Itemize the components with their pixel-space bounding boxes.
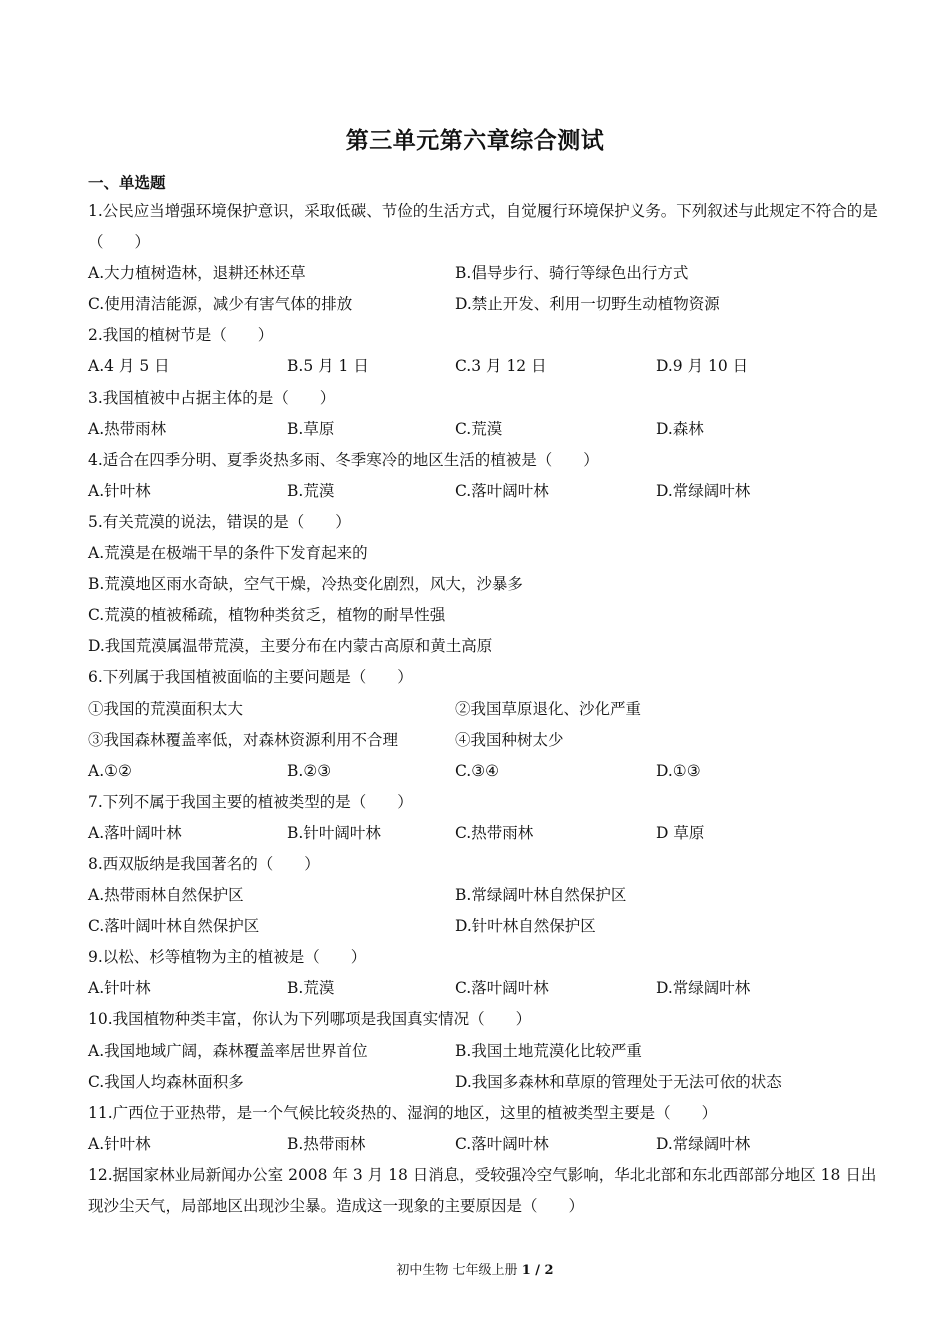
option: B.热带雨林 bbox=[287, 1134, 366, 1153]
option: C.③④ bbox=[455, 761, 500, 780]
question-list bbox=[88, 196, 878, 1222]
question-stem: 8.西双版纳是我国著名的（ ） bbox=[88, 854, 320, 873]
option-row bbox=[88, 1067, 878, 1098]
option-row bbox=[88, 1129, 878, 1160]
option: D.我国多森林和草原的管理处于无法可依的状态 bbox=[455, 1072, 782, 1091]
page-footer bbox=[0, 1259, 950, 1278]
option: B.针叶阔叶林 bbox=[287, 823, 381, 842]
option: C.落叶阔叶林 bbox=[455, 1134, 549, 1153]
option-row bbox=[88, 351, 878, 382]
option: B.②③ bbox=[287, 761, 332, 780]
footer-text: 初中生物 七年级上册 bbox=[396, 1263, 522, 1278]
option: A.我国地域广阔，森林覆盖率居世界首位 bbox=[88, 1041, 368, 1060]
statement: ①我国的荒漠面积太大 bbox=[88, 699, 244, 718]
option: A.热带雨林自然保护区 bbox=[88, 886, 244, 905]
option-row bbox=[88, 973, 878, 1004]
question-stem: 7.下列不属于我国主要的植被类型的是（ ） bbox=[88, 792, 413, 811]
option: D.针叶林自然保护区 bbox=[455, 917, 596, 936]
document-title: 第三单元第六章综合测试 bbox=[345, 127, 605, 154]
option: D 草原 bbox=[656, 823, 705, 842]
option: D.常绿阔叶林 bbox=[656, 979, 751, 998]
option: A.大力植树造林，退耕还林还草 bbox=[88, 264, 306, 283]
option-row bbox=[88, 911, 878, 942]
statement: ④我国种树太少 bbox=[455, 730, 564, 749]
option: A.荒漠是在极端干旱的条件下发育起来的 bbox=[88, 544, 368, 563]
option: B.荒漠地区雨水奇缺，空气干燥，冷热变化剧烈，风大，沙暴多 bbox=[88, 575, 523, 594]
option: B.荒漠 bbox=[287, 979, 335, 998]
section-heading: 一、单选题 bbox=[88, 173, 166, 192]
question-stem: 4.适合在四季分明、夏季炎热多雨、冬季寒冷的地区生活的植被是（ ） bbox=[88, 450, 599, 469]
option-row bbox=[88, 289, 878, 320]
option-row bbox=[88, 258, 878, 289]
option: A.4 月 5 日 bbox=[88, 357, 170, 376]
option: A.针叶林 bbox=[88, 979, 151, 998]
statement-row bbox=[88, 725, 878, 756]
option: B.我国土地荒漠化比较严重 bbox=[455, 1041, 642, 1060]
option: D.常绿阔叶林 bbox=[656, 1134, 751, 1153]
question-stem: 6.下列属于我国植被面临的主要问题是（ ） bbox=[88, 668, 413, 687]
option: C.荒漠 bbox=[455, 419, 503, 438]
option-row bbox=[88, 1036, 878, 1067]
question-stem: 5.有关荒漠的说法，错误的是（ ） bbox=[88, 512, 351, 531]
option: A.针叶林 bbox=[88, 481, 151, 500]
option: B.草原 bbox=[287, 419, 335, 438]
option-row bbox=[88, 476, 878, 507]
statement: ③我国森林覆盖率低，对森林资源利用不合理 bbox=[88, 730, 399, 749]
option: C.使用清洁能源，减少有害气体的排放 bbox=[88, 295, 353, 314]
option: D.森林 bbox=[656, 419, 704, 438]
statement: ②我国草原退化、沙化严重 bbox=[455, 699, 642, 718]
option: C.落叶阔叶林自然保护区 bbox=[88, 917, 260, 936]
question-stem: 11.广西位于亚热带，是一个气候比较炎热的、湿润的地区，这里的植被类型主要是（ ） bbox=[88, 1103, 718, 1122]
statement-row bbox=[88, 694, 878, 725]
option: D.9 月 10 日 bbox=[656, 357, 749, 376]
question-stem: 12.据国家林业局新闻办公室 2008 年 3 月 18 日消息，受较强冷空气影响，华北北部和东北西部部分地区 18 日出现沙尘天气，局部地区出现沙尘暴。造成这一现象的主要原因是（ ） bbox=[88, 1165, 877, 1215]
question-stem: 2.我国的植树节是（ ） bbox=[88, 326, 274, 345]
question-stem: 10.我国植物种类丰富，你认为下列哪项是我国真实情况（ ） bbox=[88, 1010, 532, 1029]
option: C.3 月 12 日 bbox=[455, 357, 547, 376]
option: B.倡导步行、骑行等绿色出行方式 bbox=[455, 264, 689, 283]
question-stem: 3.我国植被中占据主体的是（ ） bbox=[88, 388, 336, 407]
option: C.落叶阔叶林 bbox=[455, 481, 549, 500]
page-number: 1 / 2 bbox=[521, 1263, 554, 1278]
option-row bbox=[88, 818, 878, 849]
question-stem: 9.以松、杉等植物为主的植被是（ ） bbox=[88, 948, 367, 967]
option: C.荒漠的植被稀疏，植物种类贫乏，植物的耐旱性强 bbox=[88, 606, 446, 625]
option: A.热带雨林 bbox=[88, 419, 167, 438]
option: B.荒漠 bbox=[287, 481, 335, 500]
option: C.热带雨林 bbox=[455, 823, 534, 842]
option: D.我国荒漠属温带荒漠，主要分布在内蒙古高原和黄土高原 bbox=[88, 637, 493, 656]
option: B.常绿阔叶林自然保护区 bbox=[455, 886, 627, 905]
option: D.禁止开发、利用一切野生动植物资源 bbox=[455, 295, 720, 314]
option-row bbox=[88, 756, 878, 787]
option: B.5 月 1 日 bbox=[287, 357, 369, 376]
option: A.落叶阔叶林 bbox=[88, 823, 182, 842]
option: D.常绿阔叶林 bbox=[656, 481, 751, 500]
option: C.我国人均森林面积多 bbox=[88, 1072, 244, 1091]
option: A.针叶林 bbox=[88, 1134, 151, 1153]
option-row bbox=[88, 414, 878, 445]
option: C.落叶阔叶林 bbox=[455, 979, 549, 998]
option-row bbox=[88, 880, 878, 911]
option: A.①② bbox=[88, 761, 132, 780]
option: D.①③ bbox=[656, 761, 701, 780]
question-stem: 1.公民应当增强环境保护意识，采取低碳、节俭的生活方式，自觉履行环境保护义务。下列叙述与此规定不符合的是（ ） bbox=[88, 202, 878, 252]
